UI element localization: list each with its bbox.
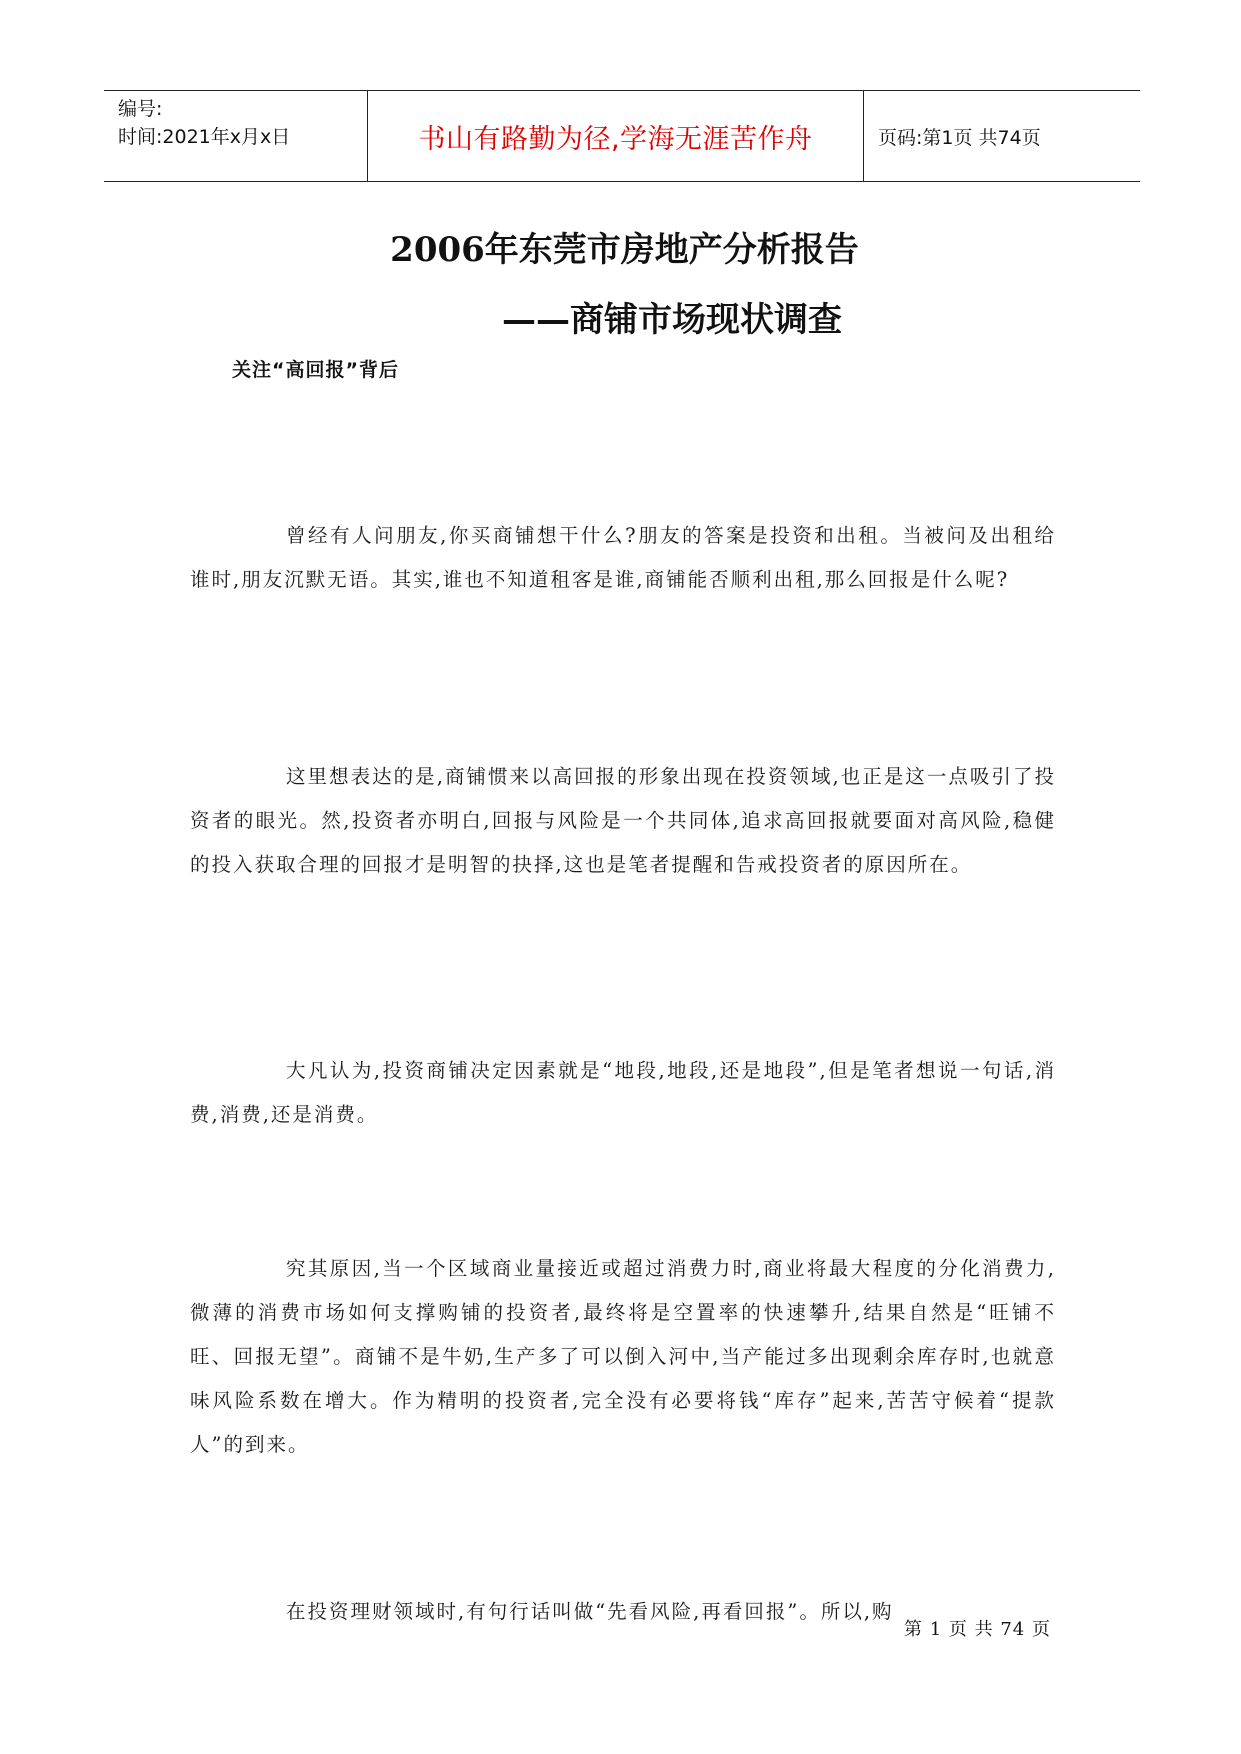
section-heading: 关注“高回报”背后 bbox=[232, 359, 399, 381]
body-paragraph: 究其原因,当一个区域商业量接近或超过消费力时,商业将最大程度的分化消费力,微薄的消费市场如何支撑购铺的投资者,最终将是空置率的快速攀升,结果自然是“旺铺不旺、回报无望”。商铺不是牛奶,生产多了可以倒入河中,当产能过多出现剩余库存时,也就意味风险系数在增大。作为精明的投资者,完全没有必要将钱“库存”起来,苦苦守候着“提款人”的到来。 bbox=[190, 1256, 1056, 1456]
header-motto-cell bbox=[368, 91, 864, 181]
page-footer: 第 1 页 共 74 页 bbox=[904, 1619, 1051, 1640]
header-page-cell bbox=[864, 91, 1140, 181]
header-meta-cell bbox=[104, 91, 368, 181]
page-info-text: 页码:第1页 共74页 bbox=[878, 126, 1041, 149]
number-label: 编号: bbox=[118, 98, 163, 120]
body-paragraph: 在投资理财领域时,有句行话叫做“先看风险,再看回报”。所以,购 bbox=[286, 1599, 894, 1623]
body-paragraph: 曾经有人问朋友,你买商铺想干什么?朋友的答案是投资和出租。当被问及出租给谁时,朋友沉默无语。其实,谁也不知道租客是谁,商铺能否顺利出租,那么回报是什么呢? bbox=[190, 523, 1056, 591]
document-header bbox=[104, 90, 1140, 182]
document-subtitle: ——商铺市场现状调查 bbox=[502, 300, 842, 340]
document-title: 2006年东莞市房地产分析报告 bbox=[390, 230, 859, 270]
motto-text: 书山有路勤为径,学海无涯苦作舟 bbox=[418, 123, 813, 155]
body-paragraph: 这里想表达的是,商铺惯来以高回报的形象出现在投资领域,也正是这一点吸引了投资者的眼光。然,投资者亦明白,回报与风险是一个共同体,追求高回报就要面对高风险,稳健的投入获取合理的回报才是明智的抉择,这也是笔者提醒和告戒投资者的原因所在。 bbox=[190, 764, 1056, 876]
body-paragraph: 大凡认为,投资商铺决定因素就是“地段,地段,还是地段”,但是笔者想说一句话,消费,消费,还是消费。 bbox=[190, 1058, 1056, 1126]
time-label: 时间:2021年x月x日 bbox=[118, 126, 291, 148]
